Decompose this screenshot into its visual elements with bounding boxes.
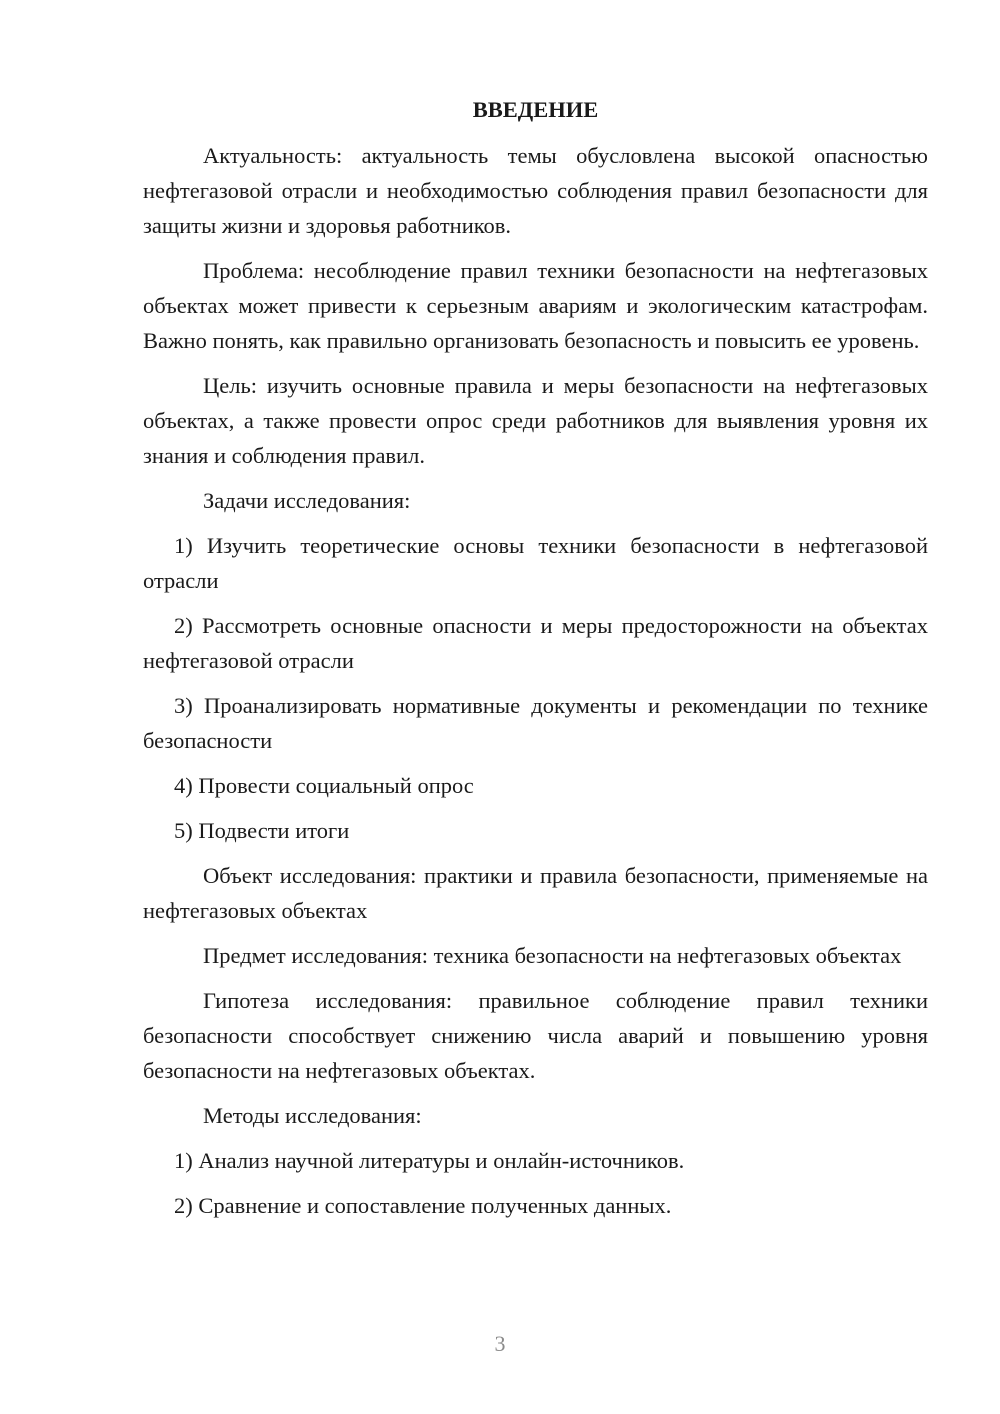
- method-item: 2) Сравнение и сопоставление полученных данных.: [174, 1193, 672, 1218]
- tasks-heading: Задачи исследования:: [203, 488, 411, 513]
- problem-paragraph: Проблема: несоблюдение правил техники безопасности на нефтегазовых объектах может привести к серьезным авариям и экологическим катастрофам. Важно понять, как правильно организовать безопасность и повысить ее уровень.: [143, 258, 928, 353]
- object-paragraph: Объект исследования: практики и правила безопасности, применяемые на нефтегазовых объектах: [143, 863, 928, 923]
- task-item: 5) Подвести итоги: [174, 818, 350, 843]
- relevance-paragraph: Актуальность: актуальность темы обусловлена высокой опасностью нефтегазовой отрасли и необходимостью соблюдения правил безопасности для защиты жизни и здоровья работников.: [143, 143, 928, 238]
- task-item: 4) Провести социальный опрос: [174, 773, 474, 798]
- page-title: ВВЕДЕНИЕ: [472, 97, 599, 122]
- method-item: 1) Анализ научной литературы и онлайн-источников.: [174, 1148, 685, 1173]
- document-page: [143, 92, 928, 1233]
- task-item: 2) Рассмотреть основные опасности и меры предосторожности на объектах нефтегазовой отрасли: [143, 613, 928, 673]
- task-item: 3) Проанализировать нормативные документы и рекомендации по технике безопасности: [143, 693, 928, 753]
- goal-paragraph: Цель: изучить основные правила и меры безопасности на нефтегазовых объектах, а также провести опрос среди работников для выявления уровня их знания и соблюдения правил.: [143, 373, 928, 468]
- page-number: 3: [494, 1331, 506, 1356]
- methods-heading: Методы исследования:: [203, 1103, 422, 1128]
- hypothesis-paragraph: Гипотеза исследования: правильное соблюдение правил техники безопасности способствует снижению числа аварий и повышению уровня безопасности на нефтегазовых объектах.: [143, 988, 928, 1083]
- subject-paragraph: Предмет исследования: техника безопасности на нефтегазовых объектах: [203, 943, 902, 968]
- task-item: 1) Изучить теоретические основы техники безопасности в нефтегазовой отрасли: [143, 533, 928, 593]
